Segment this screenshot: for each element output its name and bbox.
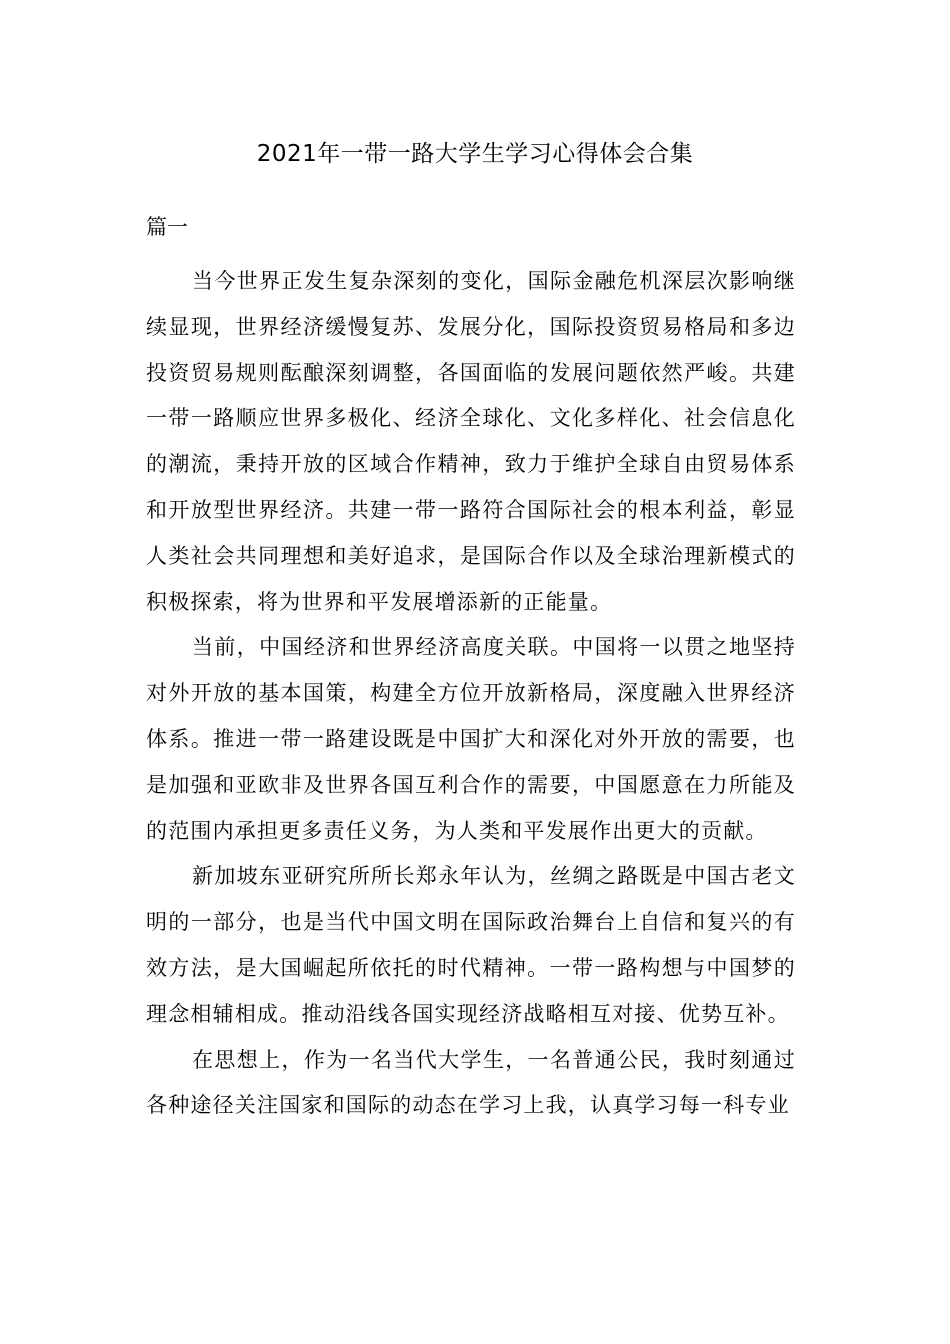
section-label: 篇一 — [146, 215, 188, 239]
paragraph-4: 在思想上，作为一名当代大学生，一名普通公民，我时刻通过各种途径关注国家和国际的动态在学习上我，认真学习每一科专业 — [146, 1047, 796, 1118]
paragraph-1: 当今世界正发生复杂深刻的变化，国际金融危机深层次影响继续显现，世界经济缓慢复苏、发展分化，国际投资贸易格局和多边投资贸易规则酝酿深刻调整，各国面临的发展问题依然严峻。共建一带一路顺应世界多极化、经济全球化、文化多样化、社会信息化的潮流，秉持开放的区域合作精神，致力于维护全球自由贸易体系和开放型世界经济。共建一带一路符合国际社会的根本利益，彰显人类社会共同理想和美好追求，是国际合作以及全球治理新模式的积极探索，将为世界和平发展增添新的正能量。 — [146, 269, 796, 614]
document-body — [146, 259, 796, 1129]
paragraph-2: 当前，中国经济和世界经济高度关联。中国将一以贯之地坚持对外开放的基本国策，构建全方位开放新格局，深度融入世界经济体系。推进一带一路建设既是中国扩大和深化对外开放的需要，也是加强和亚欧非及世界各国互利合作的需要，中国愿意在力所能及的范围内承担更多责任义务，为人类和平发展作出更大的贡献。 — [146, 635, 796, 843]
document-title: 2021年一带一路大学生学习心得体会合集 — [256, 141, 694, 167]
paragraph-3: 新加坡东亚研究所所长郑永年认为，丝绸之路既是中国古老文明的一部分，也是当代中国文明在国际政治舞台上自信和复兴的有效方法，是大国崛起所依托的时代精神。一带一路构想与中国梦的理念相辅相成。推动沿线各国实现经济战略相互对接、优势互补。 — [146, 864, 796, 1026]
